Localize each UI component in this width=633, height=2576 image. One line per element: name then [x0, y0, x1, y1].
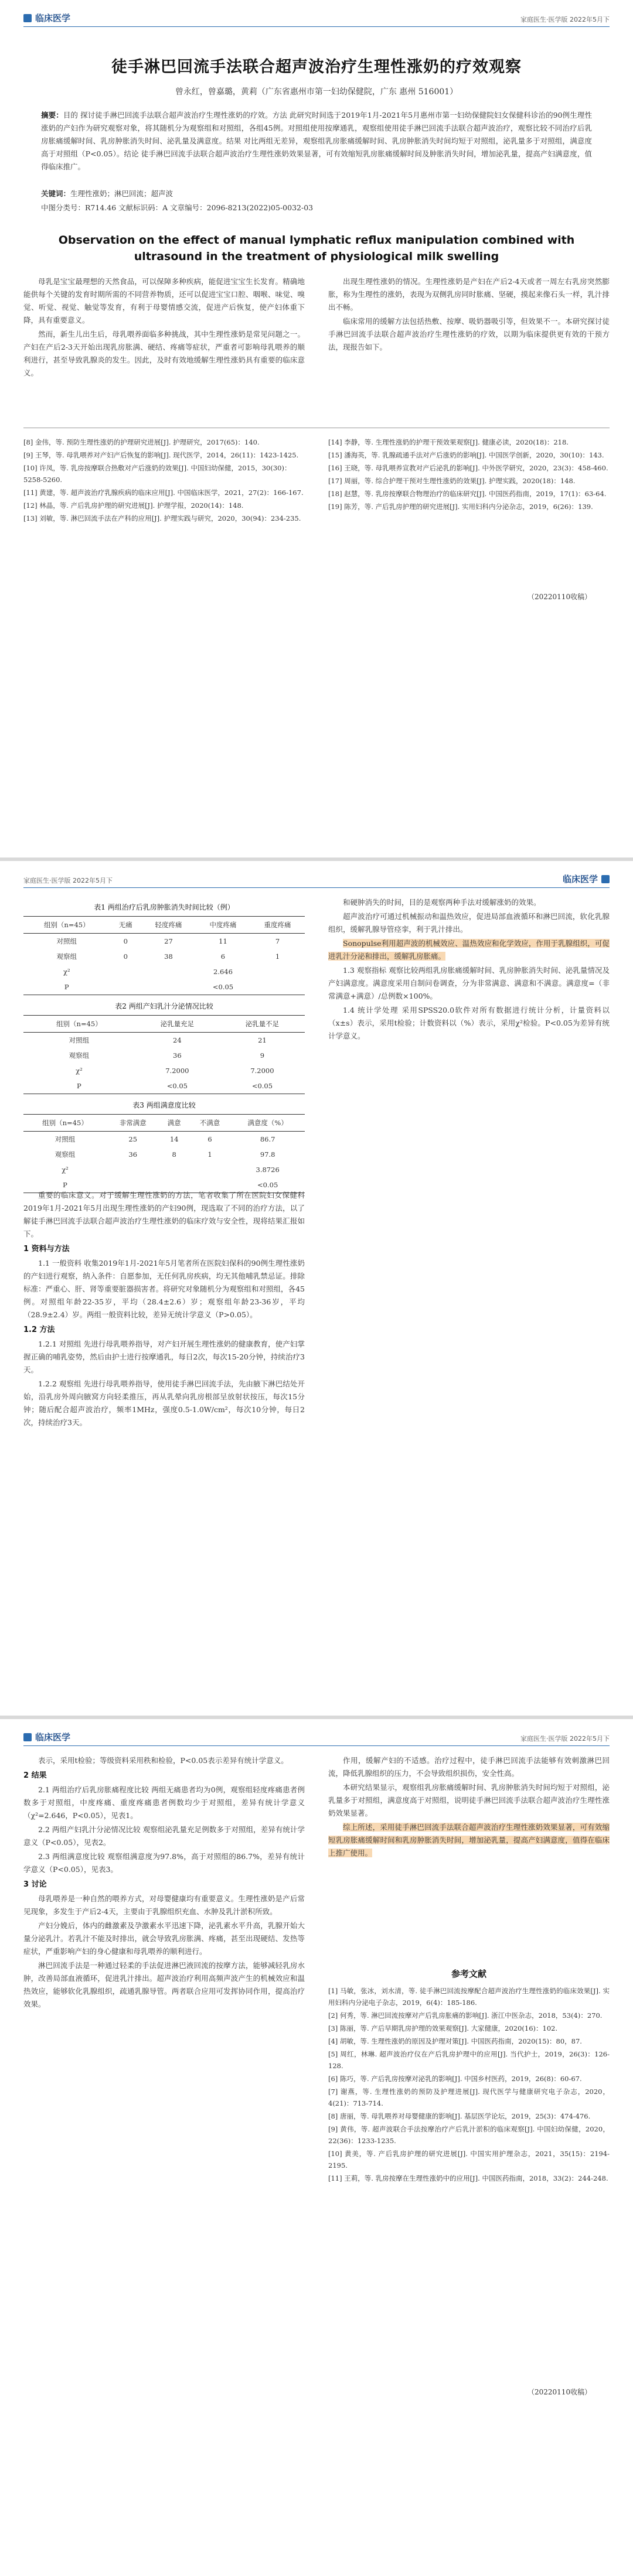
cell: 观察组	[69, 1051, 90, 1060]
reference-item: [10] 许凤，等. 乳房按摩联合热敷对产后涨奶的效果[J]. 中国妇幼保健，2015，30(30)：5258-5260.	[23, 464, 291, 484]
table1-header: 轻度疼痛	[141, 917, 196, 934]
article-classification: 中图分类号：R714.46 文献标识码：A 文章编号：2096-8213(2022)05-0032-03	[41, 203, 314, 212]
cell	[141, 964, 196, 979]
cell: 9	[260, 1051, 265, 1060]
cell: 8	[172, 1150, 176, 1159]
cell: 24	[173, 1036, 182, 1044]
reference-item: [16] 王晓，等. 母乳喂养宣教对产后泌乳的影响[J]. 中外医学研究，2020，23(3)：458-460.	[328, 464, 608, 472]
reference-item: [4] 胡敏，等. 生理性涨奶的原因及护理对策[J]. 中国医药指南，2020(15)：80，87.	[328, 2037, 582, 2045]
journal-tag	[563, 873, 610, 885]
journal-tag-text: 临床医学	[562, 874, 598, 884]
table3-header: 满意	[159, 1115, 189, 1132]
table-row	[23, 1033, 305, 1048]
cell: 3.8726	[256, 1166, 280, 1174]
cell: 对照组	[56, 937, 77, 945]
paragraph: 淋巴回流手法是一种通过轻柔的手法促进淋巴液回流的按摩方法，能够减轻乳房水肿，改善局部血液循环，促进乳汁排出。超声波治疗利用高频声波产生的机械效应和温热效应，能够软化乳腺组织，疏通乳腺导管。两者联合应用可发挥协同作用，提高治疗效果。	[23, 1961, 305, 2008]
table-row	[23, 934, 305, 949]
reference-item: [12] 林晶，等. 产后乳房护理的研究进展[J]. 护理学报，2020(14)：148.	[23, 501, 244, 510]
table-row	[23, 1078, 305, 1094]
page-two	[0, 861, 633, 1719]
keywords-text: 生理性涨奶；淋巴回流；超声波	[70, 189, 173, 198]
cell: 1	[207, 1150, 212, 1159]
reference-item: [9] 王琴，等. 母乳喂养对产妇产后恢复的影响[J]. 现代医学，2014，26(11)：1423-1425.	[23, 451, 299, 459]
cell	[250, 964, 305, 979]
body-left-column	[23, 1189, 305, 1430]
table2-header: 泌乳量充足	[135, 1016, 220, 1033]
paragraph: 然而，新生儿出生后，母乳喂养面临多种挑战，其中生理性涨奶是常见问题之一。产妇在产后2-3天开始出现乳房胀满、硬结、疼痛等症状，严重者可影响母乳喂养的顺利进行，甚至导致乳腺炎的发生。因此，及时有效地缓解生理性涨奶具有重要的临床意义。	[23, 330, 305, 377]
table-row	[23, 979, 305, 995]
cell	[107, 1162, 159, 1177]
journal-tag-text: 临床医学	[35, 13, 71, 23]
table2-title: 表2 两组产妇乳汁分泌情况比较	[115, 1002, 213, 1010]
table1	[23, 916, 305, 995]
cell: 对照组	[69, 1036, 90, 1044]
cell: 观察组	[55, 1150, 76, 1159]
cell: 7.2000	[250, 1067, 274, 1075]
table-row	[23, 1147, 305, 1162]
table1-header: 无痛	[110, 917, 141, 934]
table2-header: 泌乳量不足	[220, 1016, 305, 1033]
cell: 7	[275, 937, 280, 945]
cell: <0.05	[257, 1181, 278, 1189]
section-heading: 1.2 方法	[23, 1325, 55, 1334]
references-list	[328, 1985, 610, 2184]
cell: P	[64, 983, 69, 991]
table1-title: 表1 两组治疗后乳房肿胀消失时间比较（例）	[94, 903, 234, 911]
table-row	[23, 949, 305, 964]
receipt-note: （20220110收稿）	[528, 593, 592, 601]
reference-item: [11] 黄建，等. 超声波治疗乳腺疾病的临床应用[J]. 中国临床医学，2021，27(2)：166-167.	[23, 488, 304, 497]
cell: 11	[219, 937, 227, 945]
cell: 97.8	[260, 1150, 275, 1159]
cell	[189, 1162, 230, 1177]
running-header	[23, 872, 610, 888]
cell: 27	[164, 937, 173, 945]
cell: P	[63, 1181, 67, 1189]
cell: 21	[258, 1036, 267, 1044]
cell	[250, 979, 305, 995]
cell: 对照组	[55, 1135, 76, 1143]
table3-header: 满意度（%）	[230, 1115, 305, 1132]
journal-meta: 家庭医生·医学版 2022年5月下	[23, 877, 113, 884]
paragraph: 1.2.2 观察组 先进行母乳喂养指导，使用徒手淋巴回流手法，先由腋下淋巴结处开始，沿乳房外周向腋窝方向轻柔推压，再从乳晕向乳房根部呈放射状按压，每次15分钟；随后配合超声波治疗，频率1MHz，强度0.5-1.0W/cm²，每次10分钟，每日2次，持续治疗3天。	[23, 1379, 305, 1427]
page-one	[0, 0, 633, 861]
table3	[23, 1114, 305, 1193]
body-right-column	[328, 896, 610, 1044]
cell	[110, 964, 141, 979]
table1-header: 中度疼痛	[196, 917, 250, 934]
body-left-column	[23, 1754, 305, 2012]
table2	[23, 1015, 305, 1094]
reference-item: [14] 李静，等. 生理性涨奶的护理干预效果观察[J]. 健康必读，2020(18)：218.	[328, 438, 569, 446]
paragraph: 1.2.1 对照组 先进行母乳喂养指导，对产妇开展生理性涨奶的健康教育，使产妇掌握正确的哺乳姿势，然后由护士进行按摩通乳，每日2次，每次15-20分钟，持续治疗3天。	[23, 1340, 305, 1374]
paragraph: 产妇分娩后，体内的雌激素及孕激素水平迅速下降，泌乳素水平升高，乳腺开始大量分泌乳汁。若乳汁不能及时排出，就会导致乳房胀满、疼痛，甚至出现硬结、发热等症状，严重影响产妇的身心健康和母乳喂养的顺利进行。	[23, 1921, 305, 1956]
paragraph: 和硬肿消失的时间，目的是观察两种手法对缓解涨奶的效果。	[343, 898, 541, 907]
cell: χ²	[63, 968, 70, 976]
cell: 36	[173, 1051, 182, 1060]
paragraph: 1.3 观察指标 观察比较两组乳房胀痛缓解时间、乳房肿胀消失时间、泌乳量情况及产妇满意度。满意度采用自制问卷调查，分为非常满意、满意和不满意。满意度=（非常满意+满意）/总例数×100%。	[328, 966, 610, 1000]
journal-mark-icon	[601, 875, 610, 883]
references-title: 参考文献	[451, 1969, 486, 1979]
table3-header: 不满意	[189, 1115, 230, 1132]
reference-item: [15] 潘海英，等. 乳腺疏通手法对产后涨奶的影响[J]. 中国医学创新，2020，30(10)：143.	[328, 451, 604, 459]
cell: 36	[128, 1150, 138, 1159]
table1-header: 组别（n=45）	[23, 917, 110, 934]
highlighted-paragraph	[328, 937, 610, 963]
article-authors: 曾永红，曾嘉璐，黄莉（广东省惠州市第一妇幼保健院，广东 惠州 516001）	[175, 87, 458, 97]
cell	[159, 1162, 189, 1177]
reference-item: [18] 赵慧，等. 乳房按摩联合物理治疗的临床研究[J]. 中国医药指南，2019，17(1)：63-64.	[328, 490, 607, 498]
paragraph: 2.1 两组治疗后乳房胀痛程度比较 两组无痛患者均为0例，观察组轻度疼痛患者例数多于对照组，中度疼痛、重度疼痛患者例数均少于对照组，差异有统计学意义（χ²=2.646，P<0.05），见表1。	[23, 1785, 305, 1820]
reference-item: [2] 何秀，等. 淋巴回流按摩对产后乳房胀痛的影响[J]. 浙江中医杂志，2018，53(4)：270.	[328, 2011, 603, 2020]
article-title-cn: 徒手淋巴回流手法联合超声波治疗生理性涨奶的疗效观察	[111, 58, 522, 76]
table3-header: 组别（n=45）	[23, 1115, 107, 1132]
paragraph: 2.2 两组产妇乳汁分泌情况比较 观察组泌乳量充足例数多于对照组，差异有统计学意义（P<0.05），见表2。	[23, 1825, 305, 1847]
cell: 观察组	[56, 952, 77, 961]
cell: <0.05	[166, 1082, 188, 1090]
cell: 0	[123, 937, 128, 945]
highlight-text: 综上所述，采用徒手淋巴回流手法联合超声波治疗生理性涨奶效果显著，可有效缩短乳房胀痛缓解时间和乳房肿胀消失时间，增加泌乳量，提高产妇满意度，值得在临床上推广使用。	[328, 1823, 610, 1857]
paragraph: 2.3 两组满意度比较 观察组满意度为97.8%，高于对照组的86.7%，差异有统计学意义（P<0.05），见表3。	[23, 1852, 305, 1874]
paragraph: 重要的临床意义。对于缓解生理性涨奶的方法，笔者收集了所在医院妇女保健科2019年1月-2021年5月出现生理性涨奶的产妇90例，现选取了不同的治疗方法，以了解徒手淋巴回流手法联合超声波治疗生理性涨奶的临床疗效与安全性，现将结果汇报如下。	[23, 1191, 305, 1238]
page-three	[0, 1719, 633, 2576]
reference-item: [13] 刘敏，等. 淋巴回流手法在产科的应用[J]. 护理实践与研究，2020，30(94)：234-235.	[23, 514, 301, 522]
table-row	[23, 1132, 305, 1147]
paragraph: 1.4 统计学处理 采用SPSS20.0软件对所有数据进行统计分析，计量资料以（x±s）表示，采用t检验；计数资料以（%）表示，采用χ²检验。P<0.05为差异有统计学意义。	[328, 1006, 610, 1040]
references-right	[328, 436, 610, 514]
paragraph: 临床常用的缓解方法包括热敷、按摩、吸奶器吸引等，但效果不一。本研究探讨徒手淋巴回流手法联合超声波治疗生理性涨奶的疗效，以期为临床提供更有效的干预方法，现报告如下。	[328, 317, 610, 351]
highlighted-paragraph	[328, 1821, 610, 1860]
running-header	[23, 11, 610, 27]
paragraph: 本研究结果显示，观察组乳房胀痛缓解时间、乳房肿胀消失时间均短于对照组，泌乳量多于对照组，满意度高于对照组，说明徒手淋巴回流手法联合超声波治疗生理性涨奶效果显著。	[328, 1783, 610, 1817]
journal-mark-icon	[23, 14, 32, 22]
journal-tag	[23, 12, 70, 24]
cell	[141, 979, 196, 995]
reference-item: [8] 唐丽，等. 母乳喂养对母婴健康的影响[J]. 基层医学论坛，2019，25(3)：474-476.	[328, 2112, 591, 2120]
reference-item: [19] 陈芳，等. 产后乳房护理的研究进展[J]. 实用妇科内分泌杂志，2019，6(26)：139.	[328, 503, 593, 511]
article-keywords	[41, 187, 592, 200]
abstract-label: 摘要：	[41, 111, 63, 119]
journal-mark-icon	[23, 1733, 32, 1741]
reference-item: [9] 黄伟，等. 超声波联合手法按摩治疗产后乳汁淤积的临床观察[J]. 中国妇幼保健，2020，22(36)：1233-1235.	[328, 2125, 610, 2145]
reference-item: [11] 王莉，等. 乳房按摩在生理性涨奶中的应用[J]. 中国医药指南，2018，33(2)：244-248.	[328, 2174, 608, 2182]
references-left	[23, 436, 305, 525]
cell: χ²	[62, 1166, 69, 1174]
paragraph: 1.1 一般资料 收集2019年1月-2021年5月笔者所在医院妇保科的90例生理性涨奶的产妇进行观察，纳入条件：自愿参加，无任何乳房疾病，均无其他哺乳禁忌证。排除标准：严重心、肝、肾等重要脏器损害者。将研究对象随机分为观察组和对照组，各45例。对照组年龄22-35岁，平均（28.4±2.6）岁；观察组年龄23-36岁，平均（28.9±2.4）岁。两组一般资料比较，差异无统计学意义（P>0.05）。	[23, 1259, 305, 1319]
paragraph: 超声波治疗可通过机械振动和温热效应，促进局部血液循环和淋巴回流，软化乳腺组织，缓解乳腺导管痉挛，利于乳汁排出。	[328, 912, 610, 934]
table-row	[23, 964, 305, 979]
section-heading: 3 讨论	[23, 1880, 47, 1889]
keywords-label: 关键词：	[41, 189, 71, 198]
body-right-column	[328, 1754, 610, 1861]
cell	[110, 979, 141, 995]
table-row	[23, 1063, 305, 1078]
table2-header: 组别（n=45）	[23, 1016, 135, 1033]
abstract-text: 目的 探讨徒手淋巴回流手法联合超声波治疗生理性涨奶的疗效。方法 此研究时间选于2019年1月-2021年5月惠州市第一妇幼保健院妇女保健科诊治的90例生理性涨奶的产妇作为研究观察对象，将其随机分为观察组和对照组，各组45例。对照组使用按摩通乳，观察组使用徒手淋巴回流手法联合超声波治疗，观察比较不同治疗后乳房胀痛缓解时间、乳房肿胀消失时间、泌乳量及满意度。结果 对比两组无差异，观察组乳房胀痛缓解时间、乳房肿胀消失时间均短于对照组，泌乳量多于对照组，满意度高于对照组（P<0.05）。结论 徒手淋巴回流手法联合超声波治疗生理性涨奶效果显著，可有效缩短乳房胀痛缓解时间及肿胀消失时间，增加泌乳量，提高产妇满意度，值得临床推广。	[41, 111, 592, 171]
references-section	[328, 1965, 610, 2185]
reference-item: [7] 谢燕，等. 生理性涨奶的预防及护理进展[J]. 现代医学与健康研究电子杂志，2020，4(21)：713-714.	[328, 2088, 610, 2107]
reference-item: [8] 金伟，等. 预防生理性涨奶的护理研究进展[J]. 护理研究，2017(65)：140.	[23, 438, 260, 446]
running-header	[23, 1730, 610, 1746]
cell: 14	[169, 1135, 179, 1143]
cell: P	[77, 1082, 81, 1090]
table3-header: 非常满意	[107, 1115, 159, 1132]
paragraph: 母乳喂养是一种自然的喂养方式，对母婴健康均有重要意义。生理性涨奶是产后常见现象，多发生于产后2-4天，主要由于乳腺组织充血、水肿及乳汁淤积所致。	[23, 1894, 305, 1916]
reference-item: [17] 周丽，等. 综合护理干预对生理性涨奶的效果[J]. 护理实践，2020(18)：148.	[328, 477, 576, 485]
cell: 25	[128, 1135, 138, 1143]
reference-item: [10] 黄美，等. 产后乳房护理的研究进展[J]. 中国实用护理杂志，2021，35(15)：2194-2195.	[328, 2150, 610, 2170]
journal-tag-text: 临床医学	[35, 1732, 71, 1743]
reference-item: [6] 陈巧，等. 产后乳房按摩对泌乳的影响[J]. 中国乡村医药，2019，26(8)：60-67.	[328, 2075, 582, 2083]
tables-column	[23, 896, 305, 1193]
receipt-note: （20220110收稿）	[528, 2388, 592, 2396]
journal-meta: 家庭医生·医学版 2022年5月下	[520, 1735, 610, 1743]
paragraph: 作用，缓解产妇的不适感。治疗过程中，徒手淋巴回流手法能够有效刺激淋巴回流，降低乳腺组织的压力，不会导致组织损伤，安全性高。	[328, 1756, 610, 1778]
section-heading: 1 资料与方法	[23, 1245, 70, 1253]
table-row	[23, 1048, 305, 1063]
cell: χ²	[76, 1067, 83, 1075]
article-abstract	[41, 109, 592, 173]
article-title-en: Observation on the effect of manual lymphatic reflux manipulation combined with ultrasound in the treatment of physiological milk swelling	[58, 234, 575, 263]
table1-header: 重度疼痛	[250, 917, 305, 934]
table3-title: 表3 两组满意度比较	[132, 1101, 196, 1109]
paragraph: 出现生理性涨奶的情况。生理性涨奶是产妇在产后2-4天或者一周左右乳房突然膨胀，称为生理性的涨奶，表现为双侧乳房同时胀痛、坚硬，摸起来像石头一样，乳汁排出不畅。	[328, 277, 610, 312]
cell: 0	[123, 952, 128, 961]
highlight-text: Sonopulse利用超声波的机械效应、温热效应和化学效应，作用于乳腺组织，可促进乳汁分泌和排出，缓解乳房胀痛。	[328, 939, 610, 961]
cell: 7.2000	[165, 1067, 189, 1075]
cell: 38	[164, 952, 173, 961]
section-heading: 2 结果	[23, 1771, 47, 1780]
body-left-column	[23, 275, 305, 381]
journal-tag	[23, 1731, 70, 1743]
cell: 6	[220, 952, 226, 961]
cell: 86.7	[260, 1135, 275, 1143]
paragraph: 表示，采用t检验；等级资料采用秩和检验，P<0.05表示差异有统计学意义。	[38, 1756, 288, 1765]
journal-meta: 家庭医生·医学版 2022年5月下	[520, 16, 610, 23]
paragraph: 母乳是宝宝最理想的天然食品，可以保障多种疾病，能促进宝宝生长发育。精确地能供每个关键的发育时期所需的不同营养物质，还可以促进宝宝口腔、咽喉、味觉、嗅觉、听觉、视觉、触觉等发育，有利于母婴情感交流，促进产后恢复，使产妇体重下降，具有重要意义。	[23, 277, 305, 324]
reference-item: [5] 周红，林琳. 超声波治疗仪在产后乳房护理中的应用[J]. 当代护士，2019，26(3)：126-128.	[328, 2050, 610, 2070]
cell: 6	[207, 1135, 212, 1143]
reference-item: [1] 马敏，张冰，刘水清，等. 徒手淋巴回流按摩配合超声波治疗生理性涨奶的临床效果[J]. 实用妇科内分泌电子杂志，2019，6(4)：185-186.	[328, 1987, 610, 2007]
body-right-column	[328, 275, 610, 355]
cell: 1	[275, 952, 280, 961]
reference-item: [3] 陈丽，等. 产后早期乳房护理的效果观察[J]. 大家健康，2020(16)：102.	[328, 2024, 558, 2032]
cell: 2.646	[213, 968, 233, 976]
cell: <0.05	[212, 983, 234, 991]
cell: <0.05	[251, 1082, 273, 1090]
table-row	[23, 1162, 305, 1177]
